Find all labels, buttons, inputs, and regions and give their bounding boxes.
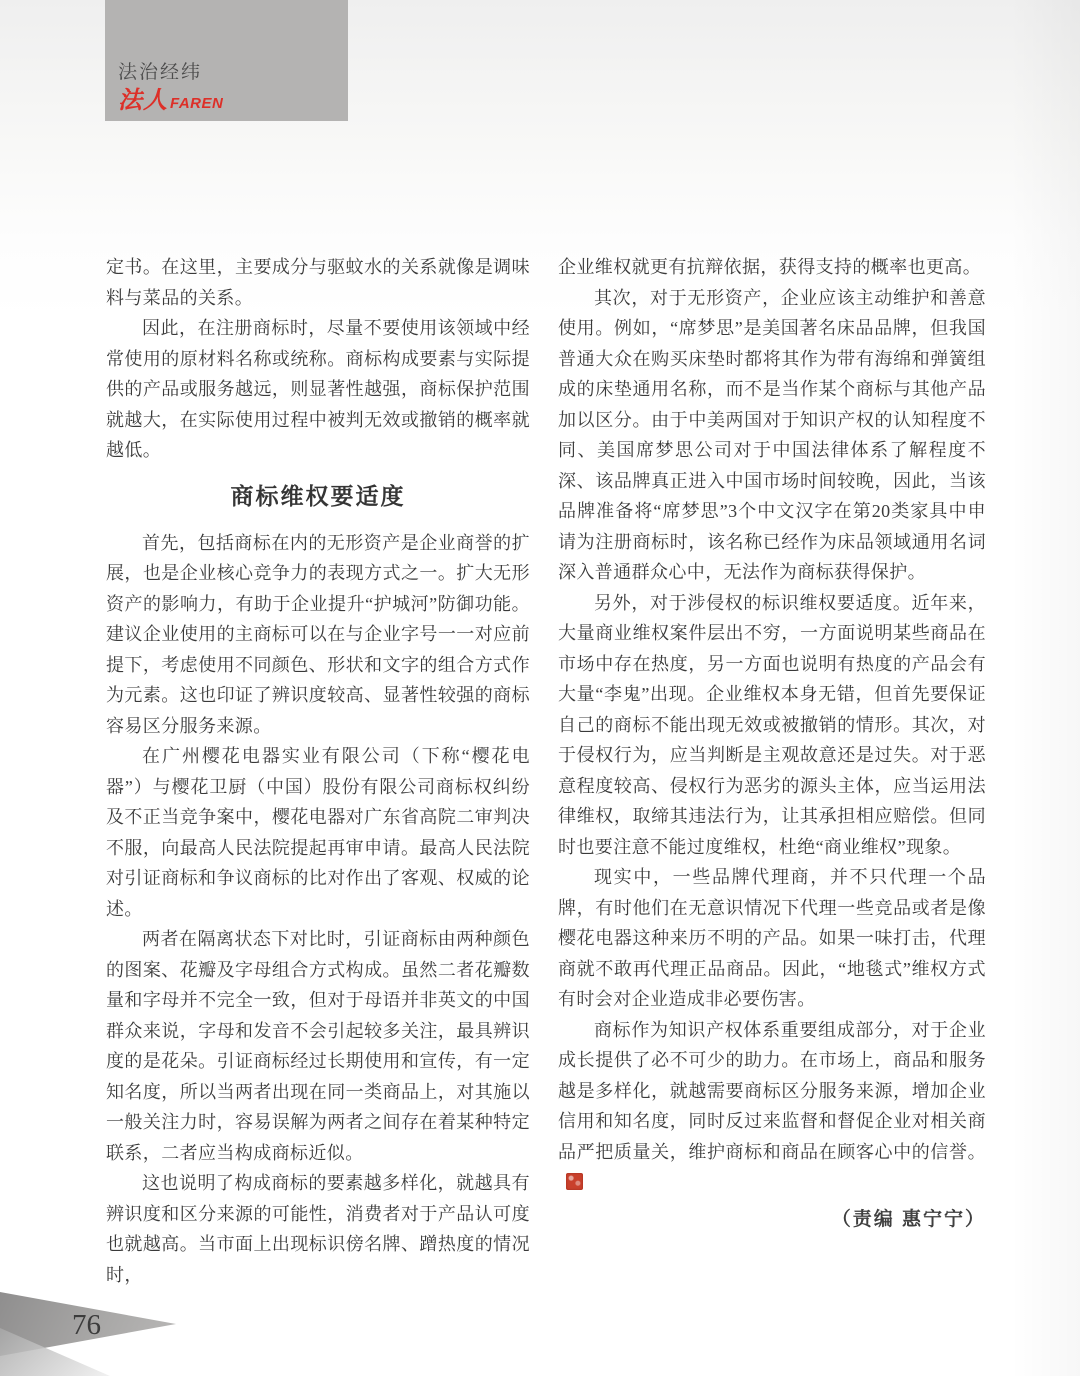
paragraph: 其次，对于无形资产，企业应该主动维护和善意使用。例如，“席梦思”是美国著名床品品牌，但我国普通大众在购买床垫时都将其作为带有海绵和弹簧组成的床垫通用名称，而不是当作某个商标与其他产品加以区分。由于中美两国对于知识产权的认知程度不同、美国席梦思公司对于中国法律体系了解程度不深、该品牌真正进入中国市场时间较晚，因此，当该品牌准备将“席梦思”3个中文汉字在第20类家具中申请为注册商标时，该名称已经作为床品领域通用名词深入普通群众心中，无法作为商标获得保护。 (558, 287, 986, 582)
paragraph: 另外，对于涉侵权的标识维权要适度。近年来，大量商业维权案件层出不穷，一方面说明某些商品在市场中存在热度，另一方面也说明有热度的产品会有大量“李鬼”出现。企业维权本身无错，但首先要保证自己的商标不能出现无效或被撤销的情形。其次，对于侵权行为，应当判断是主观故意还是过失。对于恶意程度较高、侵权行为恶劣的源头主体，应当运用法律维权，取缔其违法行为，让其承担相应赔偿。但同时也要注意不能过度维权，杜绝“商业维权”现象。 (558, 592, 986, 857)
paragraph: 商标作为知识产权体系重要组成部分，对于企业成长提供了必不可少的助力。在市场上，商品和服务越是多样化，就越需要商标区分服务来源，增加企业信用和知名度，同时反过来监督和督促企业对相关商品严把质量关，维护商标和商品在顾客心中的信誉。 (558, 1015, 986, 1198)
logo-en-text: FAREN (170, 95, 224, 112)
end-of-article-seal-icon (566, 1173, 583, 1190)
faren-logo (118, 88, 348, 114)
right-column (558, 252, 986, 1235)
section-label: 法治经纬 (118, 62, 203, 83)
masthead-block (105, 0, 348, 121)
paragraph: 现实中，一些品牌代理商，并不只代理一个品牌，有时他们在无意识情况下代理一些竞品或者是像樱花电器这种来历不明的产品。如果一味打击，代理商就不敢再代理正品商品。因此，“地毯式”维权方式有时会对企业造成非必要伤害。 (558, 867, 986, 1009)
logo-cn-text: 法人 (118, 87, 168, 114)
left-column (106, 252, 530, 1290)
paragraph: 定书。在这里，主要成分与驱蚊水的关系就像是调味料与菜品的关系。 (106, 257, 530, 308)
paragraph: 这也说明了构成商标的要素越多样化，就越具有辨识度和区分来源的可能性，消费者对于产品认可度也就越高。当市面上出现标识傍名牌、蹭热度的情况时， (106, 1173, 530, 1285)
article-subheading: 商标维权要适度 (230, 482, 406, 509)
editor-credit: （责编 惠宁宁） (831, 1208, 986, 1230)
paragraph: 企业维权就更有抗辩依据，获得支持的概率也更高。 (558, 257, 982, 277)
paragraph: 两者在隔离状态下对比时，引证商标由两种颜色的图案、花瓣及字母组合方式构成。虽然二者花瓣数量和字母并不完全一致，但对于母语并非英文的中国群众来说，字母和发音不会引起较多关注，最具辨识度的是花朵。引证商标经过长期使用和宣传，有一定知名度，所以当两者出现在同一类商品上，对其施以一般关注力时，容易误解为两者之间存在着某种特定联系，二者应当构成商标近似。 (106, 929, 530, 1163)
paragraph: 因此，在注册商标时，尽量不要使用该领域中经常使用的原材料名称或统称。商标构成要素与实际提供的产品或服务越远，则显著性越强，商标保护范围就越大，在实际使用过程中被判无效或撤销的概率就越低。 (106, 318, 530, 460)
paragraph: 在广州樱花电器实业有限公司（下称“樱花电器”）与樱花卫厨（中国）股份有限公司商标权纠纷及不正当竞争案中，樱花电器对广东省高院二审判决不服，向最高人民法院提起再审申请。最高人民法院对引证商标和争议商标的比对作出了客观、权威的论述。 (106, 746, 530, 919)
paragraph: 首先，包括商标在内的无形资产是企业商誉的扩展，也是企业核心竞争力的表现方式之一。扩大无形资产的影响力，有助于企业提升“护城河”防御功能。建议企业使用的主商标可以在与企业字号一一对应前提下，考虑使用不同颜色、形状和文字的组合方式作为元素。这也印证了辨识度较高、显著性较强的商标容易区分服务来源。 (106, 532, 530, 736)
page-number: 76 (72, 1309, 101, 1341)
